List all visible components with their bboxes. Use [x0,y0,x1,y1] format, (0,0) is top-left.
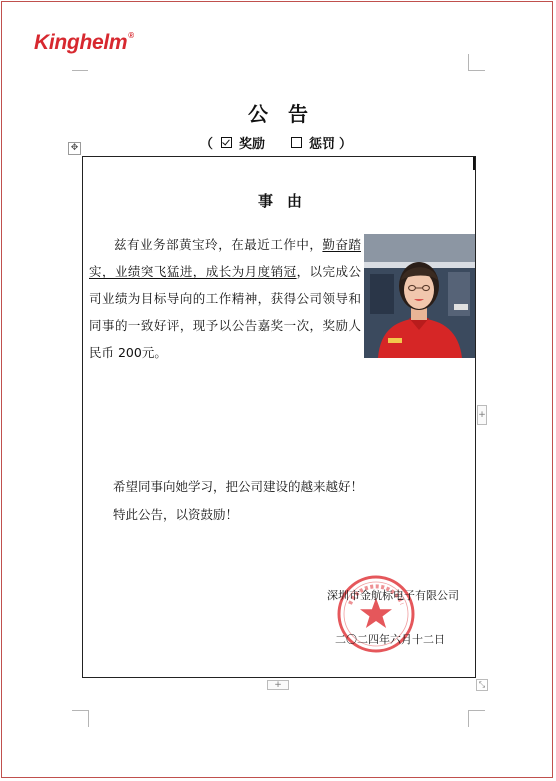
body-paragraph [89,231,361,366]
issue-date: 二〇二四年六月十二日 [335,633,445,646]
crop-mark-bottom-right [468,710,485,727]
logo-text: Kinghelm [34,31,128,54]
brand-logo [34,31,134,55]
document-title: 公告 [248,102,328,126]
penalty-label: 惩罚 [309,137,336,152]
move-icon[interactable]: ✥ [68,142,81,155]
reward-label: 奖励 [239,137,266,152]
body-part-3: ，以完成公司业绩为目标导向的工作精神，获得公司领导和同事的一致好评，现予以公告嘉奖一次，奖励人民币 200元。 [89,264,361,360]
type-close-paren: ） [339,137,353,152]
section-title: 事由 [257,192,316,210]
content-table [82,156,476,678]
crop-mark-bottom-left [72,710,89,727]
closing-line-1: 希望同事向她学习，把公司建设的越来越好！ [113,479,364,494]
body-part-underlined: 勤奋踏实，业绩突飞猛进，成长为月度销冠 [89,237,361,279]
registered-mark: ® [128,31,134,40]
add-column-plus-icon[interactable]: + [477,405,487,425]
closing-block [113,473,363,529]
add-row-plus-icon[interactable]: + [267,680,289,690]
company-name: 深圳市金航标电子有限公司 [327,589,459,602]
resize-icon[interactable]: ⤡ [476,679,488,691]
body-part-1: 兹有业务部黄宝玲，在最近工作中， [114,237,323,252]
notice-type-line [200,133,352,152]
crop-mark-top-left [72,54,88,71]
reward-checkbox[interactable] [221,137,232,148]
penalty-checkbox[interactable] [291,137,302,148]
employee-photo [364,234,475,358]
closing-line-2: 特此公告，以资鼓励！ [113,507,239,522]
type-open-paren: （ [200,137,214,152]
crop-mark-top-right [468,54,485,71]
